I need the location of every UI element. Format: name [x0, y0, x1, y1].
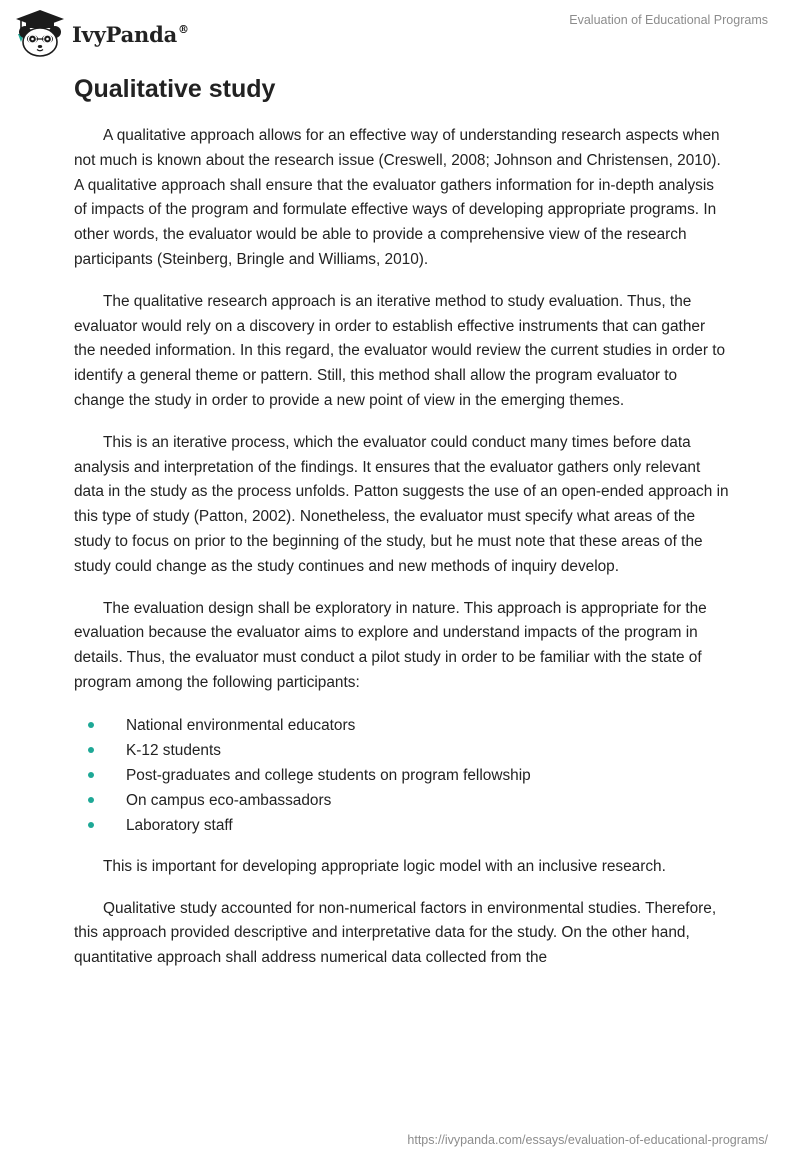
list-item — [74, 788, 730, 813]
list-item — [74, 813, 730, 838]
paragraph: A qualitative approach allows for an effective way of understanding research aspects when not much is known about the research issue (Creswell, 2008; Johnson and Christensen, 2010). A qualitative approach shall ensure that the evaluator gathers information for in-depth analysis of impacts of the program and formulate effective ways of developing appropriate programs. In other words, the evaluator would be able to provide a comprehensive view of the research participants (Steinberg, Bringle and Williams, 2010). — [74, 127, 721, 268]
bullet-icon — [88, 822, 94, 828]
bullet-icon — [88, 797, 94, 803]
section-heading: Qualitative study — [74, 75, 276, 103]
document-title: Evaluation of Educational Programs — [569, 13, 768, 27]
source-url-link[interactable]: https://ivypanda.com/essays/evaluation-of-educational-programs/ — [407, 1133, 768, 1147]
list-item — [74, 713, 730, 738]
paragraph: The qualitative research approach is an iterative method to study evaluation. Thus, the evaluator would rely on a discovery in order to establish effective instruments that can gather the needed information. In this regard, the evaluator would review the current studies in order to identify a general theme or pattern. Still, this method shall allow the program evaluator to change the study in order to provide a new point of view in the emerging themes. — [74, 292, 726, 409]
list-item-text: National environmental educators — [126, 716, 356, 734]
bullet-icon — [88, 747, 94, 753]
brand-name-text: IvyPanda — [72, 21, 178, 47]
list-item-text: Post-graduates and college students on program fellowship — [126, 766, 531, 784]
paragraph: This is an iterative process, which the evaluator could conduct many times before data analysis and interpretation of the findings. It ensures that the evaluator gathers only relevant data in the study as the process unfolds. Patton suggests the use of an open-ended approach in this type of study (Patton, 2002). Nonetheless, the evaluator must specify what areas of the study to focus on prior to the beginning of the study, but he must note that these areas of the study could change as the study continues and new methods of inquiry develop. — [74, 433, 729, 575]
paragraph: This is important for developing appropriate logic model with an inclusive research. — [103, 857, 666, 875]
bullet-icon — [88, 772, 94, 778]
page-header — [0, 0, 800, 70]
bullet-icon — [88, 722, 94, 728]
list-item-text: Laboratory staff — [126, 816, 233, 834]
article-body — [74, 73, 730, 988]
paragraph: Qualitative study accounted for non-numerical factors in environmental studies. Therefore, this approach provided descriptive and interpretative data for the study. On the other hand, quantitative approach shall address numerical data collected from the — [74, 899, 717, 967]
ivypanda-logo[interactable] — [14, 8, 189, 58]
list-item-text: On campus eco-ambassadors — [126, 791, 332, 809]
panda-graduate-icon — [14, 8, 66, 58]
list-item-text: K-12 students — [126, 741, 221, 759]
participants-list — [74, 713, 730, 838]
list-item — [74, 738, 730, 763]
brand-name — [72, 22, 189, 47]
list-item — [74, 763, 730, 788]
paragraph: The evaluation design shall be exploratory in nature. This approach is appropriate for the evaluation because the evaluator aims to explore and understand impacts of the program in details. Thus, the evaluator must conduct a pilot study in order to be familiar with the state of program among the following participants: — [74, 599, 707, 691]
registered-mark: ® — [178, 22, 189, 36]
